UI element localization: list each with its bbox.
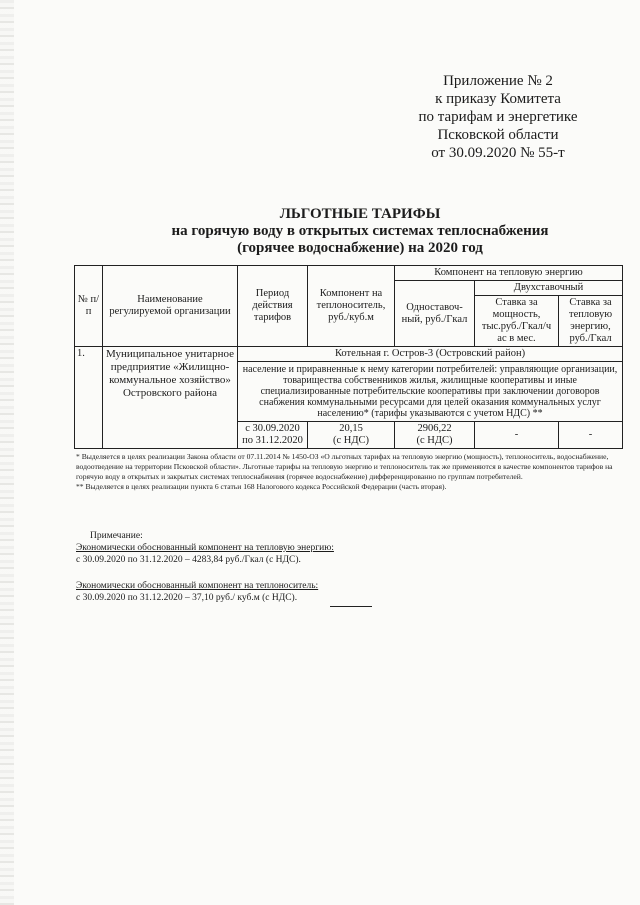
title-line: (горячее водоснабжение) на 2020 год — [237, 240, 483, 256]
annex-line: к приказу Комитета — [435, 91, 561, 107]
header-energy-group: Компонент на тепловую энергию — [395, 266, 623, 281]
energy-component-value: с 30.09.2020 по 31.12.2020 – 4283,84 руб./Гкал (с НДС). — [76, 555, 301, 565]
title-line: на горячую воду в открытых системах теплоснабжения — [171, 223, 549, 239]
period-to: по 31.12.2020 — [242, 435, 303, 446]
header-one-rate: Одноставоч-ный, руб./Гкал — [395, 281, 475, 347]
energy-component-label: Экономически обоснованный компонент на тепловую энергию: — [76, 543, 334, 553]
carrier-component-value: с 30.09.2020 по 31.12.2020 – 37,10 руб./ куб.м (с НДС). — [76, 593, 298, 603]
tariff-table — [74, 265, 623, 449]
header-org: Наименование регулируемой организации — [103, 266, 238, 347]
row-consumers: население и приравненные к нему категории потребителей: управляющие организации, товарищества собственников жилья, жилищные кооперативы и иные специализированные потребительские кооперативы при заключении договоров снабжения коммунальными ресурсами для целей оказания коммунальных услуг населению* (тарифы указываются с учетом НДС) ** — [238, 362, 623, 422]
header-num: № п/п — [75, 266, 103, 347]
header-two-rate: Двухставочный — [475, 281, 623, 296]
header-energy-rate: Ставка за тепловую энергию, руб./Гкал — [559, 296, 623, 347]
row-period — [238, 422, 308, 449]
header-carrier: Компонент на теплоноситель, руб./куб.м — [308, 266, 395, 347]
annex-line: от 30.09.2020 № 55-т — [431, 145, 565, 161]
header-period: Период действия тарифов — [238, 266, 308, 347]
end-divider — [330, 606, 372, 607]
row-carrier — [308, 422, 395, 449]
table-header-row — [75, 266, 623, 281]
table-row — [75, 347, 623, 362]
annex-line: Приложение № 2 — [443, 73, 553, 89]
annex-line: по тарифам и энергетике — [418, 109, 578, 125]
carrier-vat: (с НДС) — [332, 435, 370, 446]
row-system: Котельная г. Остров-3 (Островский район) — [238, 347, 623, 362]
footnotes — [76, 452, 624, 492]
notes-section — [76, 530, 576, 604]
row-one-rate — [395, 422, 475, 449]
scan-edge-artifact — [0, 0, 14, 905]
title-line: ЛЬГОТНЫЕ ТАРИФЫ — [279, 206, 441, 222]
row-num: 1. — [75, 347, 103, 449]
annex-line: Псковской области — [437, 127, 559, 143]
period-from: с 30.09.2020 — [245, 423, 300, 434]
footnote-1: * Выделяется в целях реализации Закона области от 07.11.2014 № 1450-ОЗ «О льготных тарифах на тепловую энергию (мощность), теплоноситель, водоснабжение, водоотведение на территории Псковской области». Льготные тарифы на тепловую энергию и теплоноситель так же применяются в качестве компонентов тарифов на горячую воду в открытых и закрытых системах теплоснабжения (горячее водоснабжение) дифференцированно по группам потребителей. — [76, 452, 613, 481]
carrier-value: 20,15 — [339, 423, 363, 434]
one-rate-value: 2906,22 — [417, 423, 452, 434]
row-energy: - — [559, 422, 623, 449]
one-rate-vat: (с НДС) — [416, 435, 453, 446]
footnote-2: ** Выделяется в целях реализации пункта 6 статьи 168 Налогового кодекса Российской Федерации (часть вторая). — [76, 482, 447, 491]
row-org: Муниципальное унитарное предприятие «Жилищно-коммунальное хозяйство» Островского района — [103, 347, 238, 449]
row-capacity: - — [475, 422, 559, 449]
carrier-component-label: Экономически обоснованный компонент на теплоноситель: — [76, 581, 319, 591]
document-title — [100, 206, 620, 257]
notes-heading: Примечание: — [90, 531, 143, 541]
annex-header — [388, 72, 608, 162]
header-capacity-rate: Ставка за мощность, тыс.руб./Гкал/ч ас в мес. — [475, 296, 559, 347]
